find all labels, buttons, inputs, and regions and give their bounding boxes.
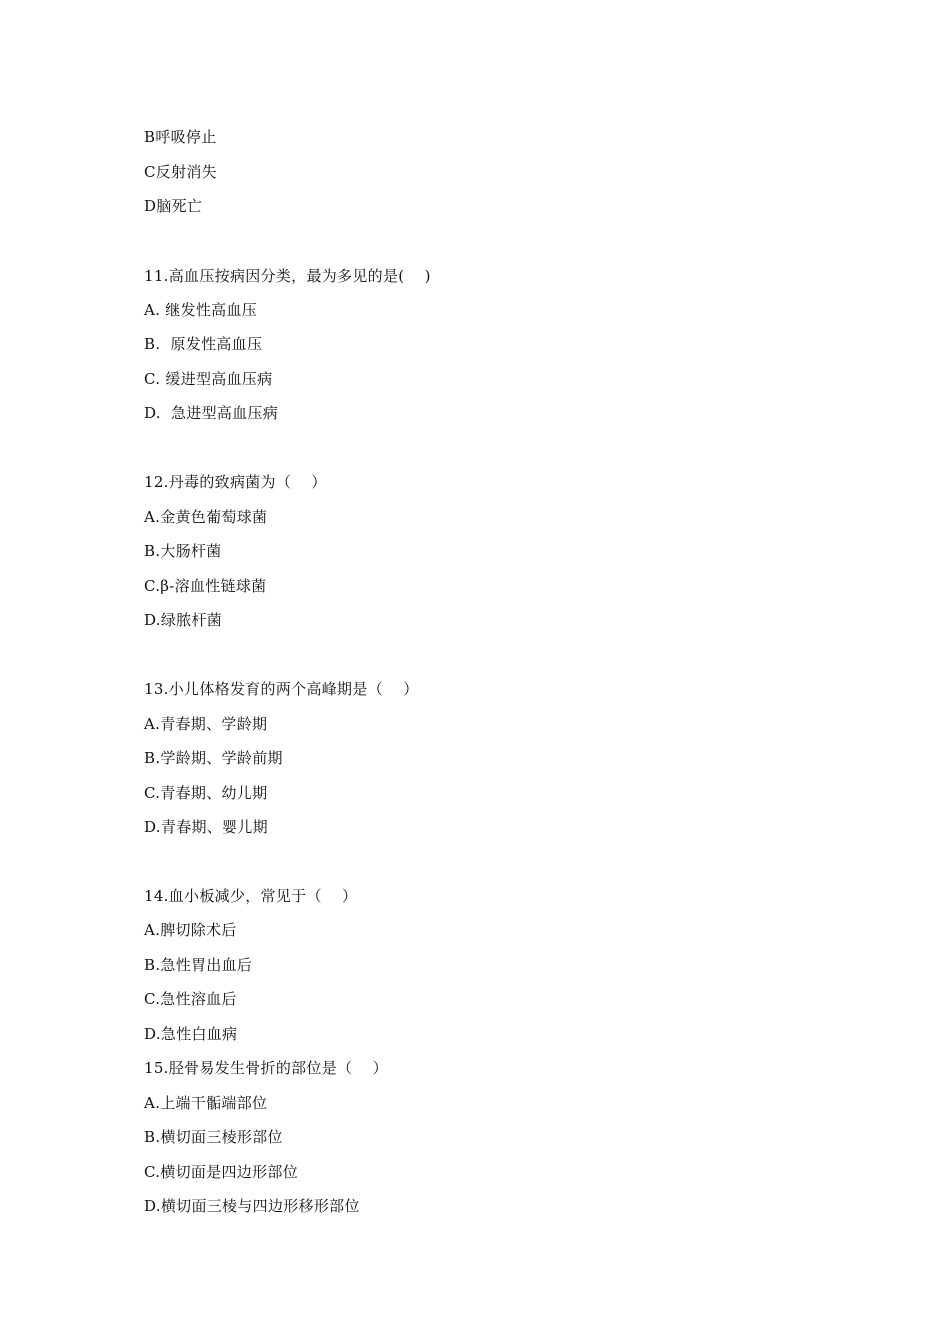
question-11: 11.高血压按病因分类，最为多见的是( ) <box>144 267 431 285</box>
question-11-option-d: D. 急进型高血压病 <box>144 404 279 422</box>
question-13-option-b: B.学龄期、学龄前期 <box>144 749 283 767</box>
question-12-option-d: D.绿脓杆菌 <box>144 611 223 629</box>
question-13-option-d: D.青春期、婴儿期 <box>144 818 268 836</box>
option-b-breathing-stop: B呼吸停止 <box>144 128 217 146</box>
question-12-option-c: C.β-溶血性链球菌 <box>144 577 267 595</box>
question-14-option-b: B.急性胃出血后 <box>144 956 253 974</box>
question-15-option-c: C.横切面是四边形部位 <box>144 1163 299 1181</box>
option-d-brain-death: D脑死亡 <box>144 197 203 215</box>
question-14-option-a: A.脾切除术后 <box>144 921 237 939</box>
question-14: 14.血小板减少，常见于（ ） <box>144 887 358 905</box>
question-12-option-b: B.大肠杆菌 <box>144 542 222 560</box>
question-12-option-a: A.金黄色葡萄球菌 <box>144 508 268 526</box>
question-11-option-c: C. 缓进型高血压病 <box>144 370 273 388</box>
question-13-option-c: C.青春期、幼儿期 <box>144 784 268 802</box>
question-15-option-a: A.上端干骺端部位 <box>144 1094 268 1112</box>
question-12: 12.丹毒的致病菌为（ ） <box>144 473 327 491</box>
question-13: 13.小儿体格发育的两个高峰期是（ ） <box>144 680 419 698</box>
option-c-reflex-loss: C反射消失 <box>144 163 217 181</box>
question-14-option-c: C.急性溶血后 <box>144 990 237 1008</box>
question-14-option-d: D.急性白血病 <box>144 1025 238 1043</box>
question-13-option-a: A.青春期、学龄期 <box>144 715 268 733</box>
question-15: 15.胫骨易发生骨折的部位是（ ） <box>144 1059 388 1077</box>
question-11-option-b: B. 原发性高血压 <box>144 335 263 353</box>
question-11-option-a: A. 继发性高血压 <box>144 301 258 319</box>
question-15-option-d: D.横切面三棱与四边形移形部位 <box>144 1197 360 1215</box>
question-15-option-b: B.横切面三棱形部位 <box>144 1128 283 1146</box>
